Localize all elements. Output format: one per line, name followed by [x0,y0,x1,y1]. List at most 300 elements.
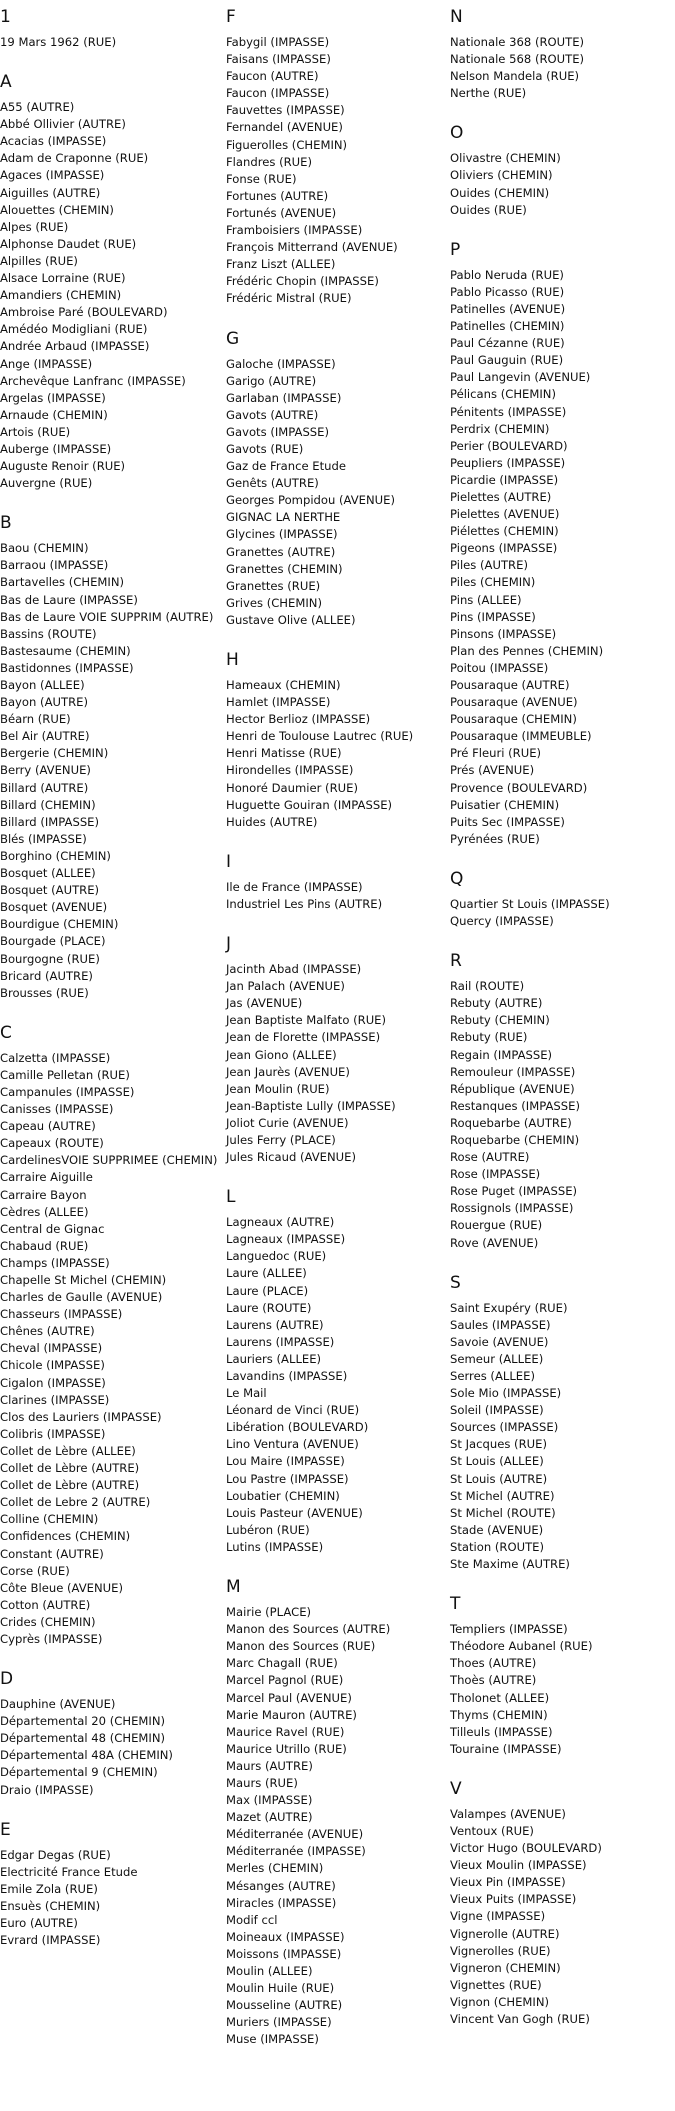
street-name: Vieux Pin (IMPASSE) [450,1875,566,1890]
street-name: Bastidonnes (IMPASSE) [0,660,134,675]
street-name: Colline (CHEMIN) [0,1512,99,1527]
street-name: Saules (IMPASSE) [450,1317,551,1332]
letter-section [450,1593,675,1778]
street-name: Argelas (IMPASSE) [0,390,106,405]
street-name: Sole Mio (IMPASSE) [450,1386,562,1401]
street-name: Maurs (AUTRE) [226,1758,313,1773]
street-name: Paul Langevin (AVENUE) [450,370,591,385]
street-name: Sources (IMPASSE) [450,1420,559,1435]
section-spacer [450,1252,675,1272]
street-name: Lino Ventura (AVENUE) [226,1437,359,1452]
street-name: Ange (IMPASSE) [0,356,93,371]
street-name: Moulin (ALLEE) [226,1964,313,1978]
street-name: Miracles (IMPASSE) [226,1895,337,1910]
street-name: Patinelles (CHEMIN) [450,319,565,334]
street-name: Le Mail [226,1386,267,1401]
street-name: Pousaraque (AUTRE) [450,678,570,692]
street-name: Jules Ricaud (AVENUE) [226,1150,356,1165]
section-letter-heading: B [0,513,12,534]
street-name: Capeaux (ROUTE) [0,1136,104,1151]
street-name: Ouides (RUE) [450,202,527,217]
street-name: Départemental 9 (CHEMIN) [0,1765,158,1780]
street-name: Pielettes (AVENUE) [450,507,560,522]
street-name: République (AVENUE) [450,1081,575,1096]
street-name: Carraire Aiguille [0,1170,93,1185]
street-name: Côte Bleue (AVENUE) [0,1580,124,1595]
street-name: Pablo Neruda (RUE) [450,267,564,282]
street-name: Colibris (IMPASSE) [0,1426,106,1441]
street-name: Constant (AUTRE) [0,1546,104,1561]
street-name: St Michel (AUTRE) [450,1488,555,1503]
section-letter-heading: L [226,1187,236,1208]
section-spacer [450,102,675,122]
street-name: Languedoc (RUE) [226,1249,327,1264]
street-name: Granettes (RUE) [226,578,321,593]
section-spacer [226,1556,446,1576]
street-name: Thyms (CHEMIN) [450,1707,548,1722]
section-spacer [450,930,675,950]
street-name: Grives (CHEMIN) [226,595,322,610]
letter-section [0,1022,220,1668]
street-name: Chênes (AUTRE) [0,1324,95,1339]
section-letter-heading: T [450,1594,461,1615]
street-name: Perdrix (CHEMIN) [450,421,550,436]
street-name: Framboisiers (IMPASSE) [226,223,363,238]
street-name: Henri Matisse (RUE) [226,746,342,761]
letter-section [0,512,220,1022]
street-name: Serres (ALLEE) [450,1369,535,1383]
street-name: Capeau (AUTRE) [0,1119,96,1134]
street-name: Stade (AVENUE) [450,1522,544,1537]
letter-section [226,851,446,933]
street-name: Bassins (ROUTE) [0,626,97,641]
street-name: Lauriers (ALLEE) [226,1351,322,1366]
street-name: Vigneron (CHEMIN) [450,1960,561,1975]
street-index-column-3 [450,6,675,2028]
section-letter-heading: V [450,1778,462,1799]
street-name: Pyrénées (RUE) [450,831,540,846]
street-name: Archevêque Lanfranc (IMPASSE) [0,373,186,388]
street-name: Jean-Baptiste Lully (IMPASSE) [226,1098,396,1113]
letter-section [450,1272,675,1594]
street-name: Bartavelles (CHEMIN) [0,575,125,590]
street-name: Crides (CHEMIN) [0,1614,96,1629]
street-name: Andrée Arbaud (IMPASSE) [0,339,150,354]
street-name: Piles (AUTRE) [450,558,528,573]
street-name: Pinsons (IMPASSE) [450,626,557,641]
street-name: Restanques (IMPASSE) [450,1098,580,1113]
street-name: Muse (IMPASSE) [226,2032,319,2047]
section-spacer [450,1573,675,1593]
street-name: Vigne (IMPASSE) [450,1909,546,1924]
street-name: Joliot Curie (AVENUE) [226,1115,349,1130]
street-name: Mairie (PLACE) [226,1605,312,1620]
section-spacer [226,1166,446,1186]
street-name: Patinelles (AVENUE) [450,301,566,316]
street-name: Regain (IMPASSE) [450,1047,553,1062]
street-name: Pins (IMPASSE) [450,609,536,624]
street-name: 19 Mars 1962 (RUE) [0,35,117,49]
street-name: Adam de Craponne (RUE) [0,151,149,166]
street-name: Fortunés (AVENUE) [226,205,337,220]
street-name: Campanules (IMPASSE) [0,1084,135,1099]
section-letter-heading: H [226,650,239,670]
street-name: Vignon (CHEMIN) [450,1994,550,2009]
street-name: François Mitterrand (AVENUE) [226,240,398,255]
street-name: Ensuès (CHEMIN) [0,1898,101,1913]
letter-section [226,1186,446,1576]
street-name: Méditerranée (IMPASSE) [226,1844,366,1859]
street-name: Pousaraque (CHEMIN) [450,712,577,727]
street-name: Jan Palach (AVENUE) [226,979,345,994]
street-name: Confidences (CHEMIN) [0,1529,131,1544]
street-name: Saint Exupéry (RUE) [450,1300,568,1315]
street-name: Auvergne (RUE) [0,476,93,491]
street-name: Bourdigue (CHEMIN) [0,917,119,932]
letter-section [450,122,675,238]
section-spacer [450,1758,675,1778]
street-name: Evrard (IMPASSE) [0,1933,101,1948]
street-name: Hamlet (IMPASSE) [226,695,331,710]
letter-section [450,868,675,950]
section-spacer [0,492,220,512]
street-name: Jean Giono (ALLEE) [226,1047,337,1062]
street-name: Tholonet (ALLEE) [450,1690,550,1705]
street-name: Vignerolle (AUTRE) [450,1926,560,1941]
street-name: Champs (IMPASSE) [0,1255,110,1270]
street-name: Jean Moulin (RUE) [226,1081,330,1096]
section-spacer [226,308,446,328]
street-name: Jean Jaurès (AVENUE) [226,1064,350,1079]
street-name: Vignettes (RUE) [450,1977,542,1992]
street-name: Victor Hugo (BOULEVARD) [450,1841,602,1856]
street-name: Départemental 48A (CHEMIN) [0,1748,173,1763]
street-name: Barraou (IMPASSE) [0,558,109,573]
street-name: Canisses (IMPASSE) [0,1102,114,1117]
street-name: Chapelle St Michel (CHEMIN) [0,1273,167,1287]
street-name: Pousaraque (IMMEUBLE) [450,729,592,744]
section-spacer [226,831,446,851]
letter-section [226,1576,446,2048]
street-name: Fabygil (IMPASSE) [226,35,330,49]
street-name: GIGNAC LA NERTHE [226,510,341,525]
street-name: Bayon (AUTRE) [0,695,88,710]
street-name: Semeur (ALLEE) [450,1351,544,1366]
street-name: Camille Pelletan (RUE) [0,1067,130,1082]
street-name: Vignerolles (RUE) [450,1943,551,1958]
street-name: Huguette Gouiran (IMPASSE) [226,797,393,812]
street-name: Faucon (IMPASSE) [226,86,330,101]
street-name: Libération (BOULEVARD) [226,1420,369,1435]
section-letter-heading: E [0,1819,11,1840]
street-name: Frédéric Chopin (IMPASSE) [226,274,379,289]
street-name: Chicole (IMPASSE) [0,1358,105,1373]
street-name: Ste Maxime (AUTRE) [450,1557,570,1572]
street-name: Bosquet (AUTRE) [0,883,100,898]
street-name: Jacinth Abad (IMPASSE) [226,962,362,977]
street-name: Amédéo Modigliani (RUE) [0,322,148,337]
street-name: Puits Sec (IMPASSE) [450,814,565,829]
street-name: Moineaux (IMPASSE) [226,1929,345,1944]
street-name: Borghino (CHEMIN) [0,848,111,863]
street-name: Georges Pompidou (AVENUE) [226,493,395,508]
street-name: Flandres (RUE) [226,154,312,169]
street-name: Clos des Lauriers (IMPASSE) [0,1409,162,1424]
street-name: Alsace Lorraine (RUE) [0,271,126,286]
street-name: A55 (AUTRE) [0,100,75,115]
street-name: Garlaban (IMPASSE) [226,390,342,405]
street-name: Laure (PLACE) [226,1283,309,1298]
street-name: Roquebarbe (AUTRE) [450,1115,572,1130]
street-name: Quercy (IMPASSE) [450,914,554,929]
street-name: Remouleur (IMPASSE) [450,1064,576,1079]
street-name: Laurens (AUTRE) [226,1317,324,1332]
street-name: Frédéric Mistral (RUE) [226,291,352,306]
street-name: CardelinesVOIE SUPPRIMEE (CHEMIN) [0,1153,218,1168]
street-name: Hirondelles (IMPASSE) [226,763,354,778]
street-name: Moissons (IMPASSE) [226,1946,342,1961]
letter-section [450,239,675,868]
street-name: Faucon (AUTRE) [226,69,319,84]
street-name: Rove (AVENUE) [450,1235,539,1250]
street-name: Pigeons (IMPASSE) [450,541,558,556]
street-name: Bosquet (ALLEE) [0,866,96,881]
street-name: Hameaux (CHEMIN) [226,678,341,692]
street-name: Alpes (RUE) [0,219,69,234]
street-name: Laure (ALLEE) [226,1266,307,1281]
street-name: Artois (RUE) [0,424,71,439]
street-name: Alpilles (RUE) [0,253,78,268]
section-spacer [450,848,675,868]
street-name: Théodore Aubanel (RUE) [450,1639,593,1654]
street-name: Hector Berlioz (IMPASSE) [226,712,371,727]
street-name: Poitou (IMPASSE) [450,660,549,675]
street-name: Laure (ROUTE) [226,1300,312,1315]
street-name: Piélettes (CHEMIN) [450,524,559,539]
street-name: Berry (AVENUE) [0,763,91,778]
street-name: Vincent Van Gogh (RUE) [450,2012,590,2026]
street-name: Béarn (RUE) [0,712,71,727]
section-letter-heading: G [226,328,240,349]
street-name: Oliviers (CHEMIN) [450,168,553,183]
section-letter-heading: Q [450,868,464,889]
street-name: Vieux Puits (IMPASSE) [450,1892,577,1907]
street-name: Fauvettes (IMPASSE) [226,103,345,118]
street-name: Valampes (AVENUE) [450,1806,566,1821]
letter-section [0,1668,220,1819]
street-name: Paul Cézanne (RUE) [450,336,565,351]
street-name: Chasseurs (IMPASSE) [0,1307,123,1322]
street-name: Billard (IMPASSE) [0,814,100,829]
street-name: Emile Zola (RUE) [0,1881,98,1896]
street-name: Pré Fleuri (RUE) [450,746,542,761]
street-name: Mousseline (AUTRE) [226,1998,343,2013]
street-name: Genêts (AUTRE) [226,476,319,491]
street-name: Collet de Lebre 2 (AUTRE) [0,1495,151,1510]
street-name: Bourgogne (RUE) [0,951,100,966]
letter-section [226,6,446,328]
street-name: Nerthe (RUE) [450,86,527,101]
street-name: Gavots (RUE) [226,441,304,456]
street-name: Cyprès (IMPASSE) [0,1631,103,1646]
street-name: Figuerolles (CHEMIN) [226,137,348,152]
street-name: Cèdres (ALLEE) [0,1204,89,1219]
street-name: Billard (CHEMIN) [0,797,96,812]
street-name: Rouergue (RUE) [450,1218,543,1233]
street-name: Bastesaume (CHEMIN) [0,643,131,658]
street-name: Quartier St Louis (IMPASSE) [450,896,610,911]
street-name: Bourgade (PLACE) [0,934,106,949]
street-name: Ouides (CHEMIN) [450,185,550,200]
street-name: Rail (ROUTE) [450,979,525,994]
street-name: Thoes (AUTRE) [450,1656,537,1671]
street-name: Garigo (AUTRE) [226,373,317,388]
street-name: Louis Pasteur (AVENUE) [226,1505,363,1520]
street-name: Dauphine (AVENUE) [0,1697,116,1712]
street-name: Gavots (AUTRE) [226,407,319,422]
street-name: Maurs (RUE) [226,1775,298,1790]
street-name: Blés (IMPASSE) [0,831,87,846]
section-letter-heading: S [450,1272,461,1293]
street-name: Rossignols (IMPASSE) [450,1201,574,1216]
street-name: Plan des Pennes (CHEMIN) [450,643,604,658]
street-name: Collet de Lèbre (AUTRE) [0,1461,140,1476]
street-index-column-1 [0,6,220,1949]
street-name: Roquebarbe (CHEMIN) [450,1132,580,1147]
street-name: Bas de Laure (IMPASSE) [0,592,138,607]
street-name: Bergerie (CHEMIN) [0,746,109,761]
street-name: Paul Gauguin (RUE) [450,353,564,368]
section-letter-heading: I [226,851,232,872]
street-name: Templiers (IMPASSE) [450,1622,568,1637]
street-name: Central de Gignac [0,1221,105,1236]
street-name: Rebuty (AUTRE) [450,996,543,1011]
street-name: Arnaude (CHEMIN) [0,407,108,422]
street-name: Brousses (RUE) [0,985,89,1000]
street-name: Jean de Florette (IMPASSE) [226,1030,381,1045]
street-name: Provence (BOULEVARD) [450,780,588,795]
street-name: Clarines (IMPASSE) [0,1392,110,1407]
street-name: Jean Baptiste Malfato (RUE) [226,1013,387,1028]
street-name: Acacias (IMPASSE) [0,134,107,149]
street-name: Marc Chagall (RUE) [226,1656,338,1671]
street-name: Fortunes (AUTRE) [226,188,329,203]
street-name: Ventoux (RUE) [450,1823,534,1838]
street-name: Marcel Pagnol (RUE) [226,1673,344,1688]
street-name: Pielettes (AUTRE) [450,489,552,504]
street-name: Savoie (AVENUE) [450,1334,549,1349]
letter-section [0,6,220,71]
street-name: Calzetta (IMPASSE) [0,1050,111,1065]
section-spacer [226,629,446,649]
street-name: Gavots (IMPASSE) [226,424,330,439]
street-name: Thoès (AUTRE) [450,1673,537,1688]
section-spacer [0,1648,220,1668]
section-letter-heading: N [450,7,463,27]
street-name: Modif ccl [226,1912,278,1927]
street-name: Gaz de France Etude [226,459,346,474]
street-name: Rebuty (CHEMIN) [450,1013,550,1028]
street-name: Fernandel (AVENUE) [226,120,343,135]
street-name: Franz Liszt (ALLEE) [226,257,336,272]
letter-section [450,1778,675,2028]
street-name: Loubatier (CHEMIN) [226,1488,340,1503]
street-name: Marie Mauron (AUTRE) [226,1707,357,1722]
street-name: Faisans (IMPASSE) [226,52,331,67]
street-name: Rose (IMPASSE) [450,1167,541,1182]
street-name: Industriel Les Pins (AUTRE) [226,896,383,911]
street-name: Moulin Huile (RUE) [226,1981,335,1996]
section-letter-heading: J [226,934,232,955]
street-name: Auberge (IMPASSE) [0,441,112,456]
street-name: Méditerranée (AVENUE) [226,1827,364,1842]
street-name: Electricité France Etude [0,1864,138,1879]
street-name: Ile de France (IMPASSE) [226,879,363,894]
street-name: Granettes (AUTRE) [226,544,336,559]
street-name: Draio (IMPASSE) [0,1782,94,1797]
street-name: Cotton (AUTRE) [0,1597,91,1612]
street-name: Mésanges (AUTRE) [226,1878,336,1893]
street-name: Alouettes (CHEMIN) [0,202,114,217]
street-name: Granettes (CHEMIN) [226,561,343,576]
street-name: Pousaraque (AVENUE) [450,695,578,710]
letter-section [0,1819,220,1950]
section-letter-heading: A [0,72,12,93]
street-name: Pélicans (CHEMIN) [450,387,556,402]
street-name: Maurice Ravel (RUE) [226,1724,345,1739]
street-name: Lagneaux (IMPASSE) [226,1232,346,1247]
street-name: Muriers (IMPASSE) [226,2015,332,2030]
section-letter-heading: 1 [0,7,11,27]
street-name: Laurens (IMPASSE) [226,1334,335,1349]
street-name: Corse (RUE) [0,1563,70,1578]
street-name: Bosquet (AVENUE) [0,900,108,915]
section-letter-heading: P [450,239,461,260]
street-name: Lagneaux (AUTRE) [226,1215,335,1230]
street-name: Rose Puget (IMPASSE) [450,1184,578,1199]
street-name: Jas (AVENUE) [226,996,303,1011]
letter-section [226,328,446,650]
street-name: Collet de Lèbre (ALLEE) [0,1443,136,1458]
street-name: Abbé Ollivier (AUTRE) [0,117,126,132]
street-name: Piles (CHEMIN) [450,575,536,590]
street-name: Baou (CHEMIN) [0,541,89,556]
street-name: Touraine (IMPASSE) [450,1741,562,1756]
street-name: Alphonse Daudet (RUE) [0,236,137,251]
section-letter-heading: M [226,1577,241,1598]
street-name: Merles (CHEMIN) [226,1861,324,1876]
street-name: Billard (AUTRE) [0,780,89,795]
section-letter-heading: F [226,7,236,27]
section-letter-heading: D [0,1669,14,1690]
street-name: Pénitents (IMPASSE) [450,404,567,419]
street-name: Station (ROUTE) [450,1539,545,1554]
street-name: Fonse (RUE) [226,171,297,186]
street-name: Perier (BOULEVARD) [450,438,568,453]
street-name: Puisatier (CHEMIN) [450,797,560,812]
letter-section [226,649,446,851]
street-name: Rose (AUTRE) [450,1150,530,1165]
street-name: Lavandins (IMPASSE) [226,1369,348,1383]
street-name: Tilleuls (IMPASSE) [450,1724,553,1739]
section-spacer [0,1799,220,1819]
letter-section [450,6,675,122]
street-name: Jules Ferry (PLACE) [226,1132,336,1147]
section-letter-heading: R [450,951,462,972]
street-name: Bricard (AUTRE) [0,968,93,983]
street-name: Max (IMPASSE) [226,1793,313,1808]
street-name: Lou Maire (IMPASSE) [226,1454,345,1469]
